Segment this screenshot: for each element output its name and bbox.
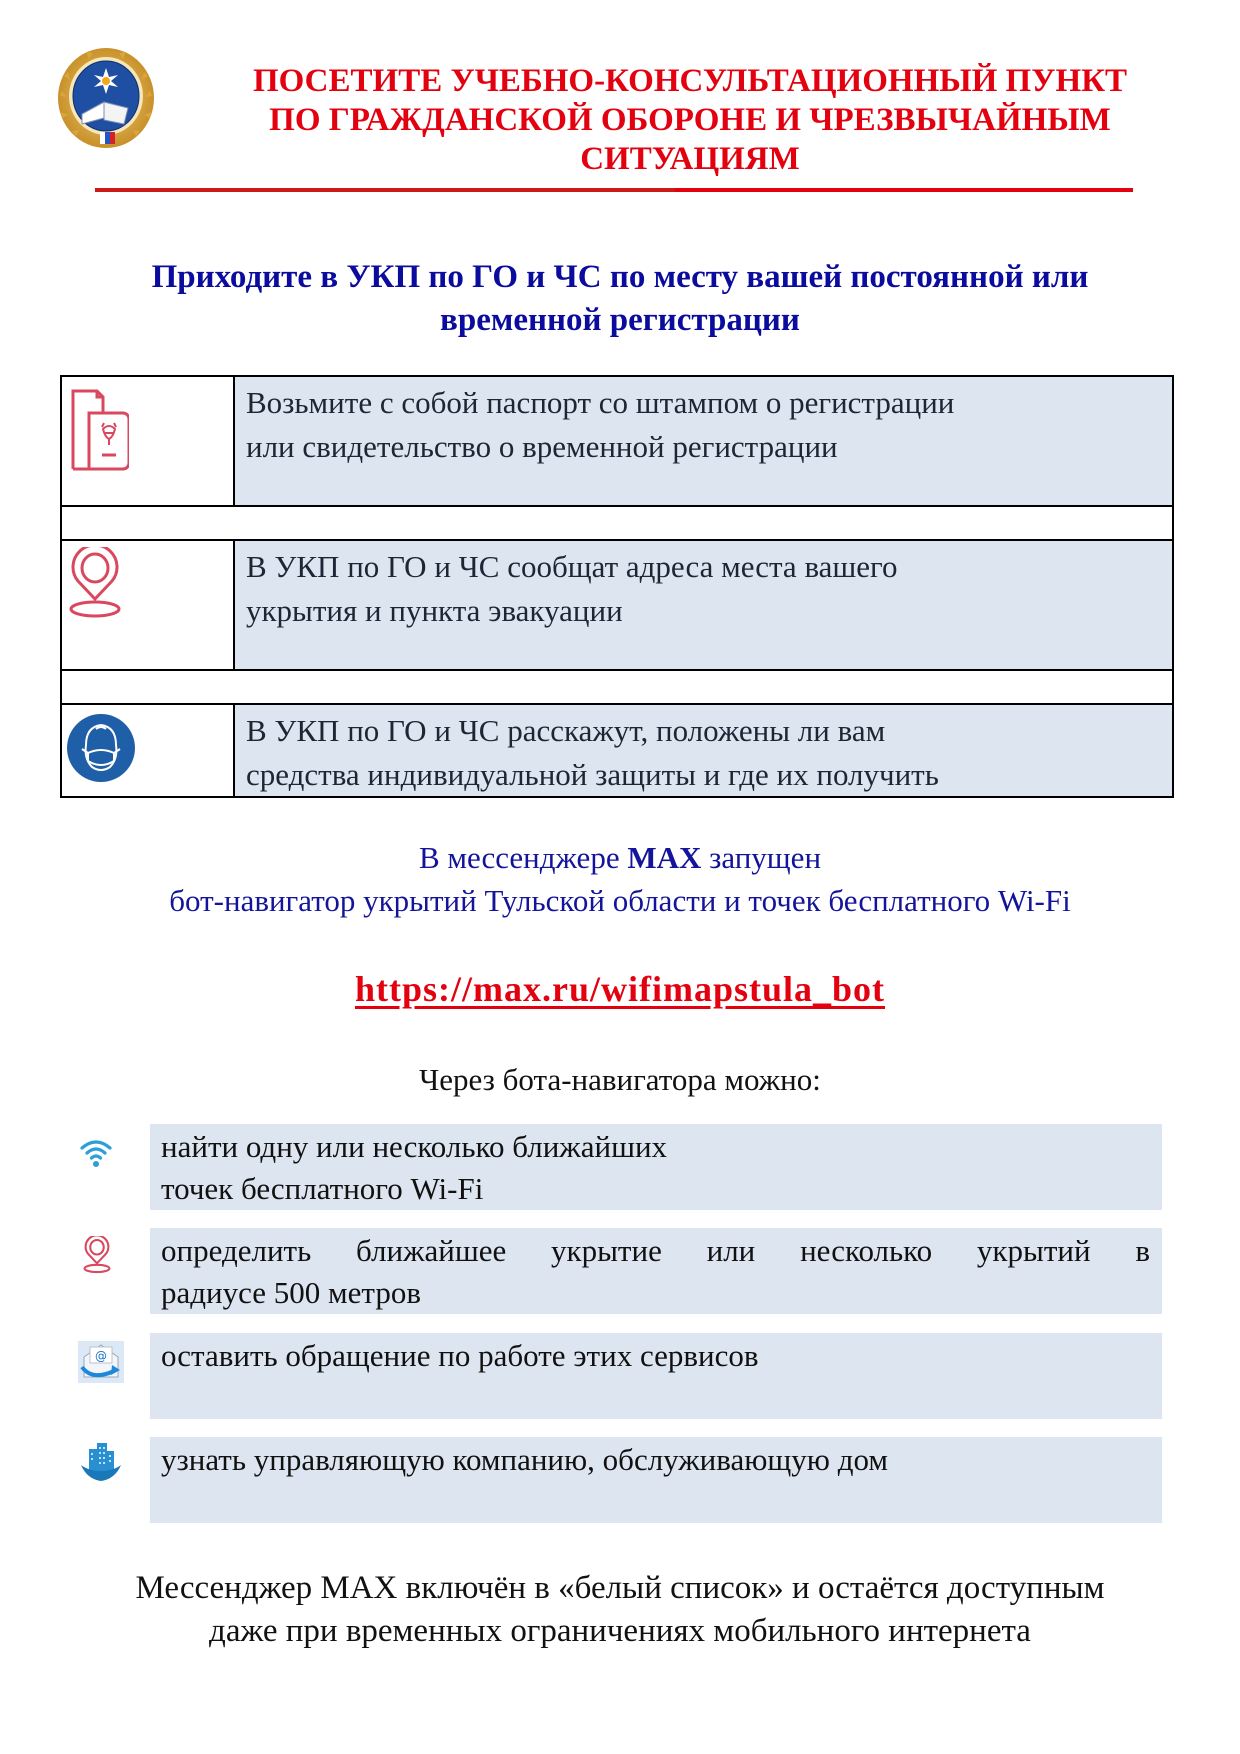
face-mask-icon [66, 713, 136, 783]
info-icon-cell [62, 705, 235, 796]
feature-text-line: точек бесплатного Wi-Fi [161, 1171, 484, 1206]
email-icon [78, 1341, 124, 1383]
feature-icon-cell [60, 1124, 150, 1210]
feature-text [150, 1437, 1162, 1523]
info-text-line: средства индивидуальной защиты и где их получить [246, 757, 939, 792]
svg-text:@: @ [95, 1349, 107, 1363]
footer-note [40, 1567, 1200, 1653]
subtitle [60, 256, 1180, 342]
info-icon-cell [62, 377, 235, 505]
title-line: СИТУАЦИЯМ [580, 141, 800, 177]
page-title [240, 62, 1140, 179]
title-line: ПОСЕТИТЕ УЧЕБНО-КОНСУЛЬТАЦИОННЫЙ ПУНКТ [252, 63, 1128, 99]
feature-text [150, 1228, 1162, 1314]
info-text-line: В УКП по ГО и ЧС расскажут, положены ли вам [246, 713, 886, 748]
info-row-shelter-address [62, 541, 1172, 671]
feature-text-line: найти одну или несколько ближайших [161, 1129, 668, 1164]
feature-text-line: определить ближайшее укрытие или несколько укрытий в [161, 1233, 1150, 1268]
messenger-intro-line-1 [40, 836, 1200, 879]
location-pin-icon [82, 1236, 112, 1274]
feature-item-management-company [60, 1437, 1162, 1523]
wifi-icon [79, 1138, 113, 1168]
feature-item-wifi [60, 1124, 1162, 1210]
messenger-brand: MAX [627, 840, 702, 875]
messenger-intro-line-2: бот-навигатор укрытий Тульской области и точек бесплатного Wi-Fi [169, 883, 1071, 918]
feature-text [150, 1124, 1162, 1210]
passport-document-icon [69, 387, 129, 475]
subtitle-line: Приходите в УКП по ГО и ЧС по месту вашей постоянной или [151, 259, 1089, 295]
feature-text-line: оставить обращение по работе этих сервисов [161, 1338, 759, 1373]
title-divider-accent [95, 188, 675, 192]
footer-line: Мессенджер MAX включён в «белый список» и остаётся доступным [135, 1570, 1105, 1606]
bot-link[interactable]: https://max.ru/wifimapstula_bot [354, 969, 886, 1009]
intro-text: В мессенджере [418, 840, 628, 875]
footer-line: даже при временных ограничениях мобильного интернета [209, 1613, 1031, 1649]
feature-text-line: узнать управляющую компанию, обслуживающую дом [161, 1442, 889, 1477]
building-hands-icon [79, 1441, 123, 1485]
info-text-line: или свидетельство о временной регистрации [246, 429, 838, 464]
feature-text [150, 1333, 1162, 1419]
subtitle-line: временной регистрации [440, 302, 800, 338]
info-table [60, 375, 1174, 798]
info-text-line: укрытия и пункта эвакуации [246, 593, 623, 628]
info-text-line: Возьмите с собой паспорт со штампом о регистрации [246, 385, 955, 420]
features-title: Через бота-навигатора можно: [419, 1062, 821, 1097]
feature-icon-cell [60, 1333, 150, 1419]
info-text-line: В УКП по ГО и ЧС сообщат адреса места вашего [246, 549, 898, 584]
info-text [235, 705, 1172, 796]
info-row-passport [62, 377, 1172, 507]
messenger-intro [40, 836, 1200, 922]
title-line: ПО ГРАЖДАНСКОЙ ОБОРОНЕ И ЧРЕЗВЫЧАЙНЫМ [269, 102, 1111, 138]
table-spacer-row [62, 507, 1172, 541]
feature-icon-cell [60, 1437, 150, 1523]
table-spacer-row [62, 671, 1172, 705]
feature-icon-cell [60, 1228, 150, 1314]
bot-link-container [40, 968, 1200, 1010]
feature-item-shelter [60, 1228, 1162, 1314]
info-row-protection-equipment [62, 705, 1172, 796]
emblem-logo [56, 46, 156, 150]
info-text [235, 377, 1172, 505]
location-pin-icon [66, 547, 124, 619]
feature-item-feedback [60, 1333, 1162, 1419]
info-text [235, 541, 1172, 669]
feature-text-line: радиусе 500 метров [161, 1275, 421, 1310]
info-icon-cell [62, 541, 235, 669]
intro-text: запущен [701, 840, 822, 875]
